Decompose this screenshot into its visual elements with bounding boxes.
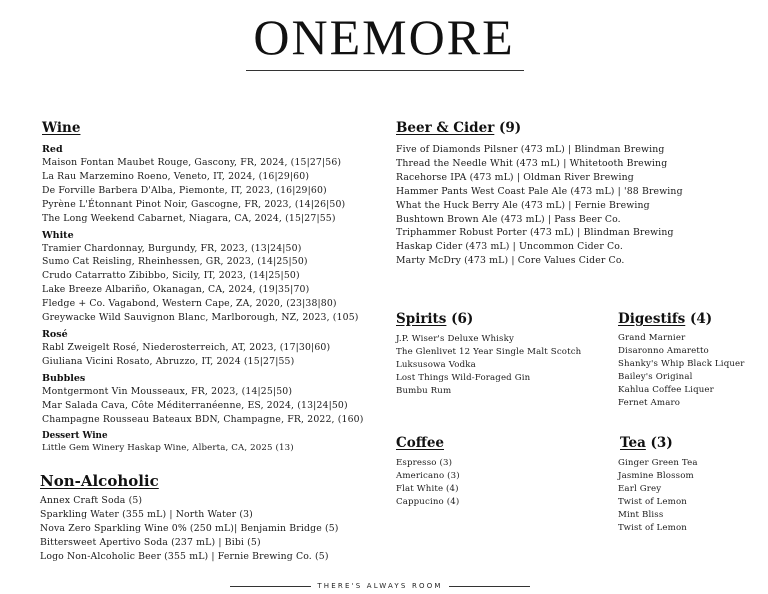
list-item: Lake Breeze Albariño, Okanagan, CA, 2024, (19|35|70) <box>42 284 310 296</box>
list-item: Haskap Cider (473 mL) | Uncommon Cider Co. <box>396 241 623 253</box>
list-item: Montgermont Vin Mousseaux, FR, 2023, (14|25|50) <box>42 385 293 397</box>
list-item: Espresso (3) <box>396 458 453 468</box>
list-item: Logo Non-Alcoholic Beer (355 mL) | Fernie Brewing Co. (5) <box>40 550 329 562</box>
beer-count: (9) <box>499 120 522 136</box>
beer-title: Beer & Cider <box>396 120 495 136</box>
non-alcoholic-title: Non-Alcoholic <box>40 472 159 490</box>
wine-rose-list <box>42 341 363 369</box>
list-item: Nova Zero Sparkling Wine 0% (250 mL)| Benjamin Bridge (5) <box>40 522 339 534</box>
brand-logo <box>0 8 768 66</box>
wine-red-label: Red <box>42 144 63 155</box>
list-item: Twist of Lemon <box>618 497 687 508</box>
beer-heading <box>396 120 521 136</box>
digestifs-list <box>618 332 745 411</box>
coffee-heading <box>396 435 444 451</box>
tea-list <box>618 457 698 536</box>
digestifs-title: Digestifs <box>618 311 686 327</box>
tea-title: Tea <box>620 435 646 451</box>
list-item: Ginger Green Tea <box>618 458 698 468</box>
brand-logo-text: ONEMORE <box>253 9 515 65</box>
list-item: Marty McDry (473 mL) | Core Values Cider Co. <box>396 255 625 267</box>
list-item: Mint Bliss <box>618 510 664 521</box>
list-item: Fernet Amaro <box>618 398 681 409</box>
list-item: Kahlua Coffee Liquer <box>618 385 714 396</box>
list-item: Little Gem Winery Haskap Wine, Alberta, CA, 2025 (13) <box>42 442 294 453</box>
list-item: The Glenlivet 12 Year Single Malt Scotch <box>396 347 582 358</box>
spirits-title: Spirits <box>396 311 447 327</box>
digestifs-heading <box>618 311 712 327</box>
list-item: De Forville Barbera D'Alba, Piemonte, IT, 2023, (16|29|60) <box>42 184 327 196</box>
list-item: Bushtown Brown Ale (473 mL) | Pass Beer Co. <box>396 213 621 225</box>
list-item: Luksusowa Vodka <box>396 360 476 371</box>
spirits-heading <box>396 311 473 327</box>
list-item: Bailey's Original <box>618 372 693 383</box>
list-item: Americano (3) <box>396 471 460 482</box>
list-item: Hammer Pants West Coast Pale Ale (473 mL) | '88 Brewing <box>396 185 683 197</box>
list-item: Bumbu Rum <box>396 386 452 397</box>
list-item: Lost Things Wild-Foraged Gin <box>396 373 531 384</box>
wine-section <box>42 140 363 455</box>
list-item: Earl Grey <box>618 484 662 495</box>
list-item: La Rau Marzemino Roeno, Veneto, IT, 2024, (16|29|60) <box>42 170 310 182</box>
list-item: Cappucino (4) <box>396 497 460 508</box>
list-item: Disaronno Amaretto <box>618 346 709 357</box>
tea-count: (3) <box>650 435 673 451</box>
non-alcoholic-heading <box>40 472 159 490</box>
list-item: Tramier Chardonnay, Burgundy, FR, 2023, (13|24|50) <box>42 242 302 254</box>
list-item: Fledge + Co. Vagabond, Western Cape, ZA, 2020, (23|38|80) <box>42 298 337 310</box>
wine-white-label: White <box>42 229 74 241</box>
list-item: Jasmine Blossom <box>618 471 694 482</box>
list-item: Grand Marnier <box>618 333 686 343</box>
list-item: Five of Diamonds Pilsner (473 mL) | Blindman Brewing <box>396 144 665 155</box>
list-item: Mar Salada Cava, Côte Méditerranéenne, ES, 2024, (13|24|50) <box>42 399 348 411</box>
wine-title: Wine <box>42 120 81 136</box>
list-item: Sumo Cat Reisling, Rheinhessen, GR, 2023, (14|25|50) <box>42 256 308 268</box>
coffee-title: Coffee <box>396 435 445 451</box>
wine-dessert-list <box>42 442 363 455</box>
list-item: Twist of Lemon <box>618 523 687 534</box>
footer <box>230 582 530 590</box>
list-item: Racehorse IPA (473 mL) | Oldman River Brewing <box>396 171 634 183</box>
spirits-count: (6) <box>451 311 474 327</box>
list-item: Champagne Rousseau Bateaux BDN, Champagne, FR, 2022, (160) <box>42 413 364 425</box>
coffee-list <box>396 457 460 509</box>
list-item: Annex Craft Soda (5) <box>40 495 143 506</box>
digestifs-count: (4) <box>689 311 713 327</box>
wine-bubbles-list <box>42 385 363 427</box>
spirits-list <box>396 333 581 398</box>
wine-rose-label: Rosé <box>42 328 68 340</box>
non-alcoholic-list <box>40 494 339 564</box>
list-item: Sparkling Water (355 mL) | North Water (3) <box>40 508 253 520</box>
footer-rule-right <box>449 586 530 587</box>
wine-white-list <box>42 242 363 325</box>
list-item: Maison Fontan Maubet Rouge, Gascony, FR, 2024, (15|27|56) <box>42 157 342 168</box>
wine-dessert-label: Dessert Wine <box>42 430 108 441</box>
footer-tagline: THERE'S ALWAYS ROOM <box>317 582 443 590</box>
list-item: Pyrène L'Étonnant Pinot Noir, Gascogne, FR, 2023, (14|26|50) <box>42 198 346 210</box>
list-item: Giuliana Vicini Rosato, Abruzzo, IT, 2024 (15|27|55) <box>42 355 295 367</box>
list-item: J.P. Wiser's Deluxe Whisky <box>396 334 514 344</box>
list-item: Rabl Zweigelt Rosé, Niederosterreich, AT, 2023, (17|30|60) <box>42 341 331 353</box>
list-item: Crudo Catarratto Zibibbo, Sicily, IT, 2023, (14|25|50) <box>42 270 300 282</box>
wine-bubbles-label: Bubbles <box>42 372 86 384</box>
logo-divider <box>246 70 524 71</box>
list-item: Triphammer Robust Porter (473 mL) | Blindman Brewing <box>396 227 674 239</box>
list-item: Bittersweet Apertivo Soda (237 mL) | Bibi (5) <box>40 536 261 548</box>
wine-heading <box>42 120 80 136</box>
beer-list <box>396 143 683 268</box>
footer-rule-left <box>230 586 311 587</box>
list-item: Flat White (4) <box>396 484 459 495</box>
list-item: Thread the Needle Whit (473 mL) | Whitetooth Brewing <box>396 157 668 169</box>
list-item: Shanky's Whip Black Liquer <box>618 359 745 370</box>
list-item: What the Huck Berry Ale (473 mL) | Fernie Brewing <box>396 199 650 211</box>
tea-heading <box>620 435 673 451</box>
list-item: The Long Weekend Cabarnet, Niagara, CA, 2024, (15|27|55) <box>42 212 336 224</box>
wine-red-list <box>42 156 363 226</box>
list-item: Greywacke Wild Sauvignon Blanc, Marlborough, NZ, 2023, (105) <box>42 312 359 324</box>
